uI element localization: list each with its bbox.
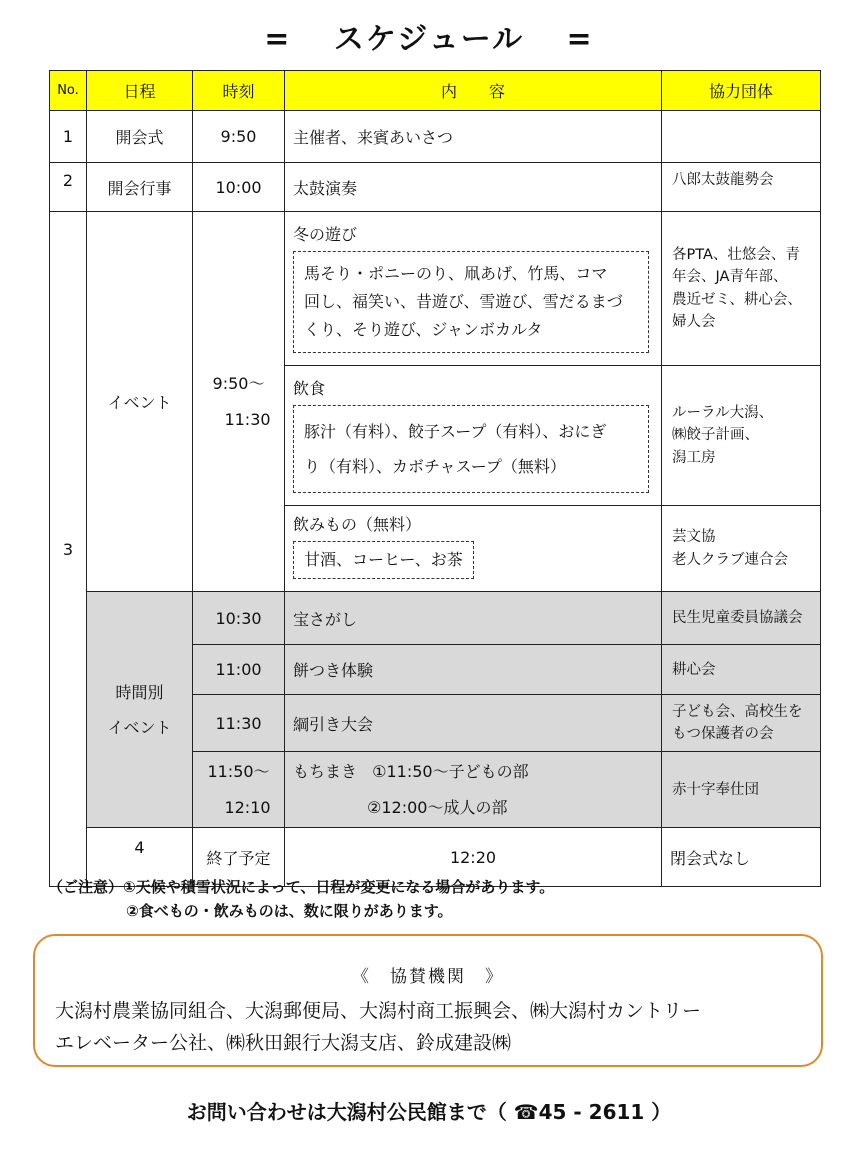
row4-time: 12:20	[285, 828, 662, 887]
table-row	[50, 111, 821, 163]
timed-time: 11:30	[193, 695, 285, 752]
header-no: No.	[50, 71, 87, 111]
note-line-1: （ご注意）①天候や積雪状況によって、日程が変更になる場合があります。	[48, 878, 555, 896]
drink-title: 飲みもの（無料）	[293, 515, 422, 535]
mochi-time-start: 11:50～	[207, 761, 270, 781]
sponsor-line-2: エレベーター公社、㈱秋田銀行大潟支店、鈴成建設㈱	[55, 1032, 512, 1054]
drink-org-line: 老人クラブ連合会	[672, 551, 788, 568]
timed-org	[662, 695, 821, 752]
mochi-content	[285, 752, 662, 828]
row3-time-end: 11:30	[224, 409, 271, 429]
timed-org: 耕心会	[662, 645, 821, 695]
contact-info: お問い合わせは大潟村公民館まで（ ☎45 - 2611 ）	[186, 1100, 672, 1124]
timed-content: 餅つき体験	[285, 645, 662, 695]
row4-no: 4	[87, 828, 193, 887]
drink-box	[293, 541, 474, 579]
sponsor-box	[33, 934, 823, 1067]
mochi-time-end: 12:10	[224, 797, 271, 817]
winter-org-line: 各PTA、壮悠会、青	[672, 246, 800, 263]
row4-content: 閉会式なし	[662, 828, 821, 887]
food-box	[293, 405, 649, 493]
timed-org-line: 子ども会、高校生を	[672, 703, 803, 720]
header-time: 時刻	[193, 71, 285, 111]
drink-org-line: 芸文協	[672, 529, 716, 546]
notes	[48, 875, 554, 923]
mochi-item1: ①11:50～子どもの部	[372, 761, 529, 781]
row3-event-time	[193, 212, 285, 592]
row2-org: 八郎太鼓龍勢会	[662, 163, 821, 212]
table-row	[50, 212, 821, 366]
winter-org-line: 婦人会	[672, 313, 716, 330]
food-org-line: ㈱餃子計画、	[672, 427, 759, 444]
row2-no: 2	[50, 163, 87, 212]
drink-cell	[285, 506, 662, 592]
timed-time: 10:30	[193, 592, 285, 645]
winter-cell	[285, 212, 662, 366]
timed-label-1: 時間別	[115, 682, 164, 702]
row1-time: 9:50	[193, 111, 285, 163]
food-cell	[285, 366, 662, 506]
row3-no: 3	[50, 212, 87, 887]
food-org-line: 潟工房	[672, 449, 716, 466]
header-day: 日程	[87, 71, 193, 111]
row1-org	[662, 111, 821, 163]
sponsor-line-1: 大潟村農業協同組合、大潟郵便局、大潟村商工振興会、㈱大潟村カントリー	[55, 1000, 702, 1022]
winter-org-line: 年会、JA青年部、	[672, 269, 788, 286]
timed-content: 宝さがし	[285, 592, 662, 645]
winter-org-line: 農近ゼミ、耕心会、	[672, 291, 802, 308]
mochi-title: もちまき	[293, 761, 358, 781]
table-row	[50, 163, 821, 212]
mochi-item2: ②12:00～成人の部	[367, 797, 508, 817]
timed-time: 11:00	[193, 645, 285, 695]
timed-content: 綱引き大会	[285, 695, 662, 752]
food-title: 飲食	[293, 379, 326, 398]
timed-label	[87, 592, 193, 828]
mochi-time	[193, 752, 285, 828]
page-title	[0, 14, 858, 58]
row4-day: 終了予定	[193, 828, 285, 887]
sponsor-body	[55, 995, 821, 1059]
food-line: り（有料）、カボチャスープ（無料）	[304, 457, 566, 477]
winter-line: 馬そり・ポニーのり、凧あげ、竹馬、コマ	[304, 264, 608, 283]
header-org: 協力団体	[662, 71, 821, 111]
row1-day: 開会式	[87, 111, 193, 163]
food-org	[662, 366, 821, 506]
timed-org-line: もつ保護者の会	[672, 726, 774, 743]
winter-title: 冬の遊び	[293, 225, 358, 244]
row2-day: 開会行事	[87, 163, 193, 212]
winter-box	[293, 251, 649, 353]
row3-time-start: 9:50～	[212, 373, 265, 393]
winter-org	[662, 212, 821, 366]
schedule-table	[49, 70, 821, 887]
mochi-org: 赤十字奉仕団	[662, 752, 821, 828]
row2-time: 10:00	[193, 163, 285, 212]
table-header-row	[50, 71, 821, 111]
table-row	[50, 592, 821, 645]
title-eq-left: =	[264, 22, 292, 57]
title-eq-right: =	[566, 22, 594, 57]
winter-line: くり、そり遊び、ジャンボカルタ	[304, 320, 543, 339]
title-text: スケジュール	[333, 22, 525, 57]
header-content: 内 容	[285, 71, 662, 111]
drink-line: 甘酒、コーヒー、お茶	[304, 550, 463, 570]
food-org-line: ルーラル大潟、	[672, 404, 774, 421]
row3-event-label: イベント	[87, 212, 193, 592]
row1-no: 1	[50, 111, 87, 163]
timed-label-2: イベント	[107, 717, 172, 737]
winter-line: 回し、福笑い、昔遊び、雪遊び、雪だるまづ	[304, 292, 623, 311]
sponsor-heading: 《 協賛機関 》	[352, 967, 504, 987]
food-line: 豚汁（有料）、餃子スープ（有料）、おにぎ	[304, 422, 607, 441]
timed-org: 民生児童委員協議会	[662, 592, 821, 645]
note-line-2: ②食べもの・飲みものは、数に限りがあります。	[126, 902, 453, 920]
row1-content: 主催者、来賓あいさつ	[285, 111, 662, 163]
drink-org	[662, 506, 821, 592]
row2-content: 太鼓演奏	[285, 163, 662, 212]
